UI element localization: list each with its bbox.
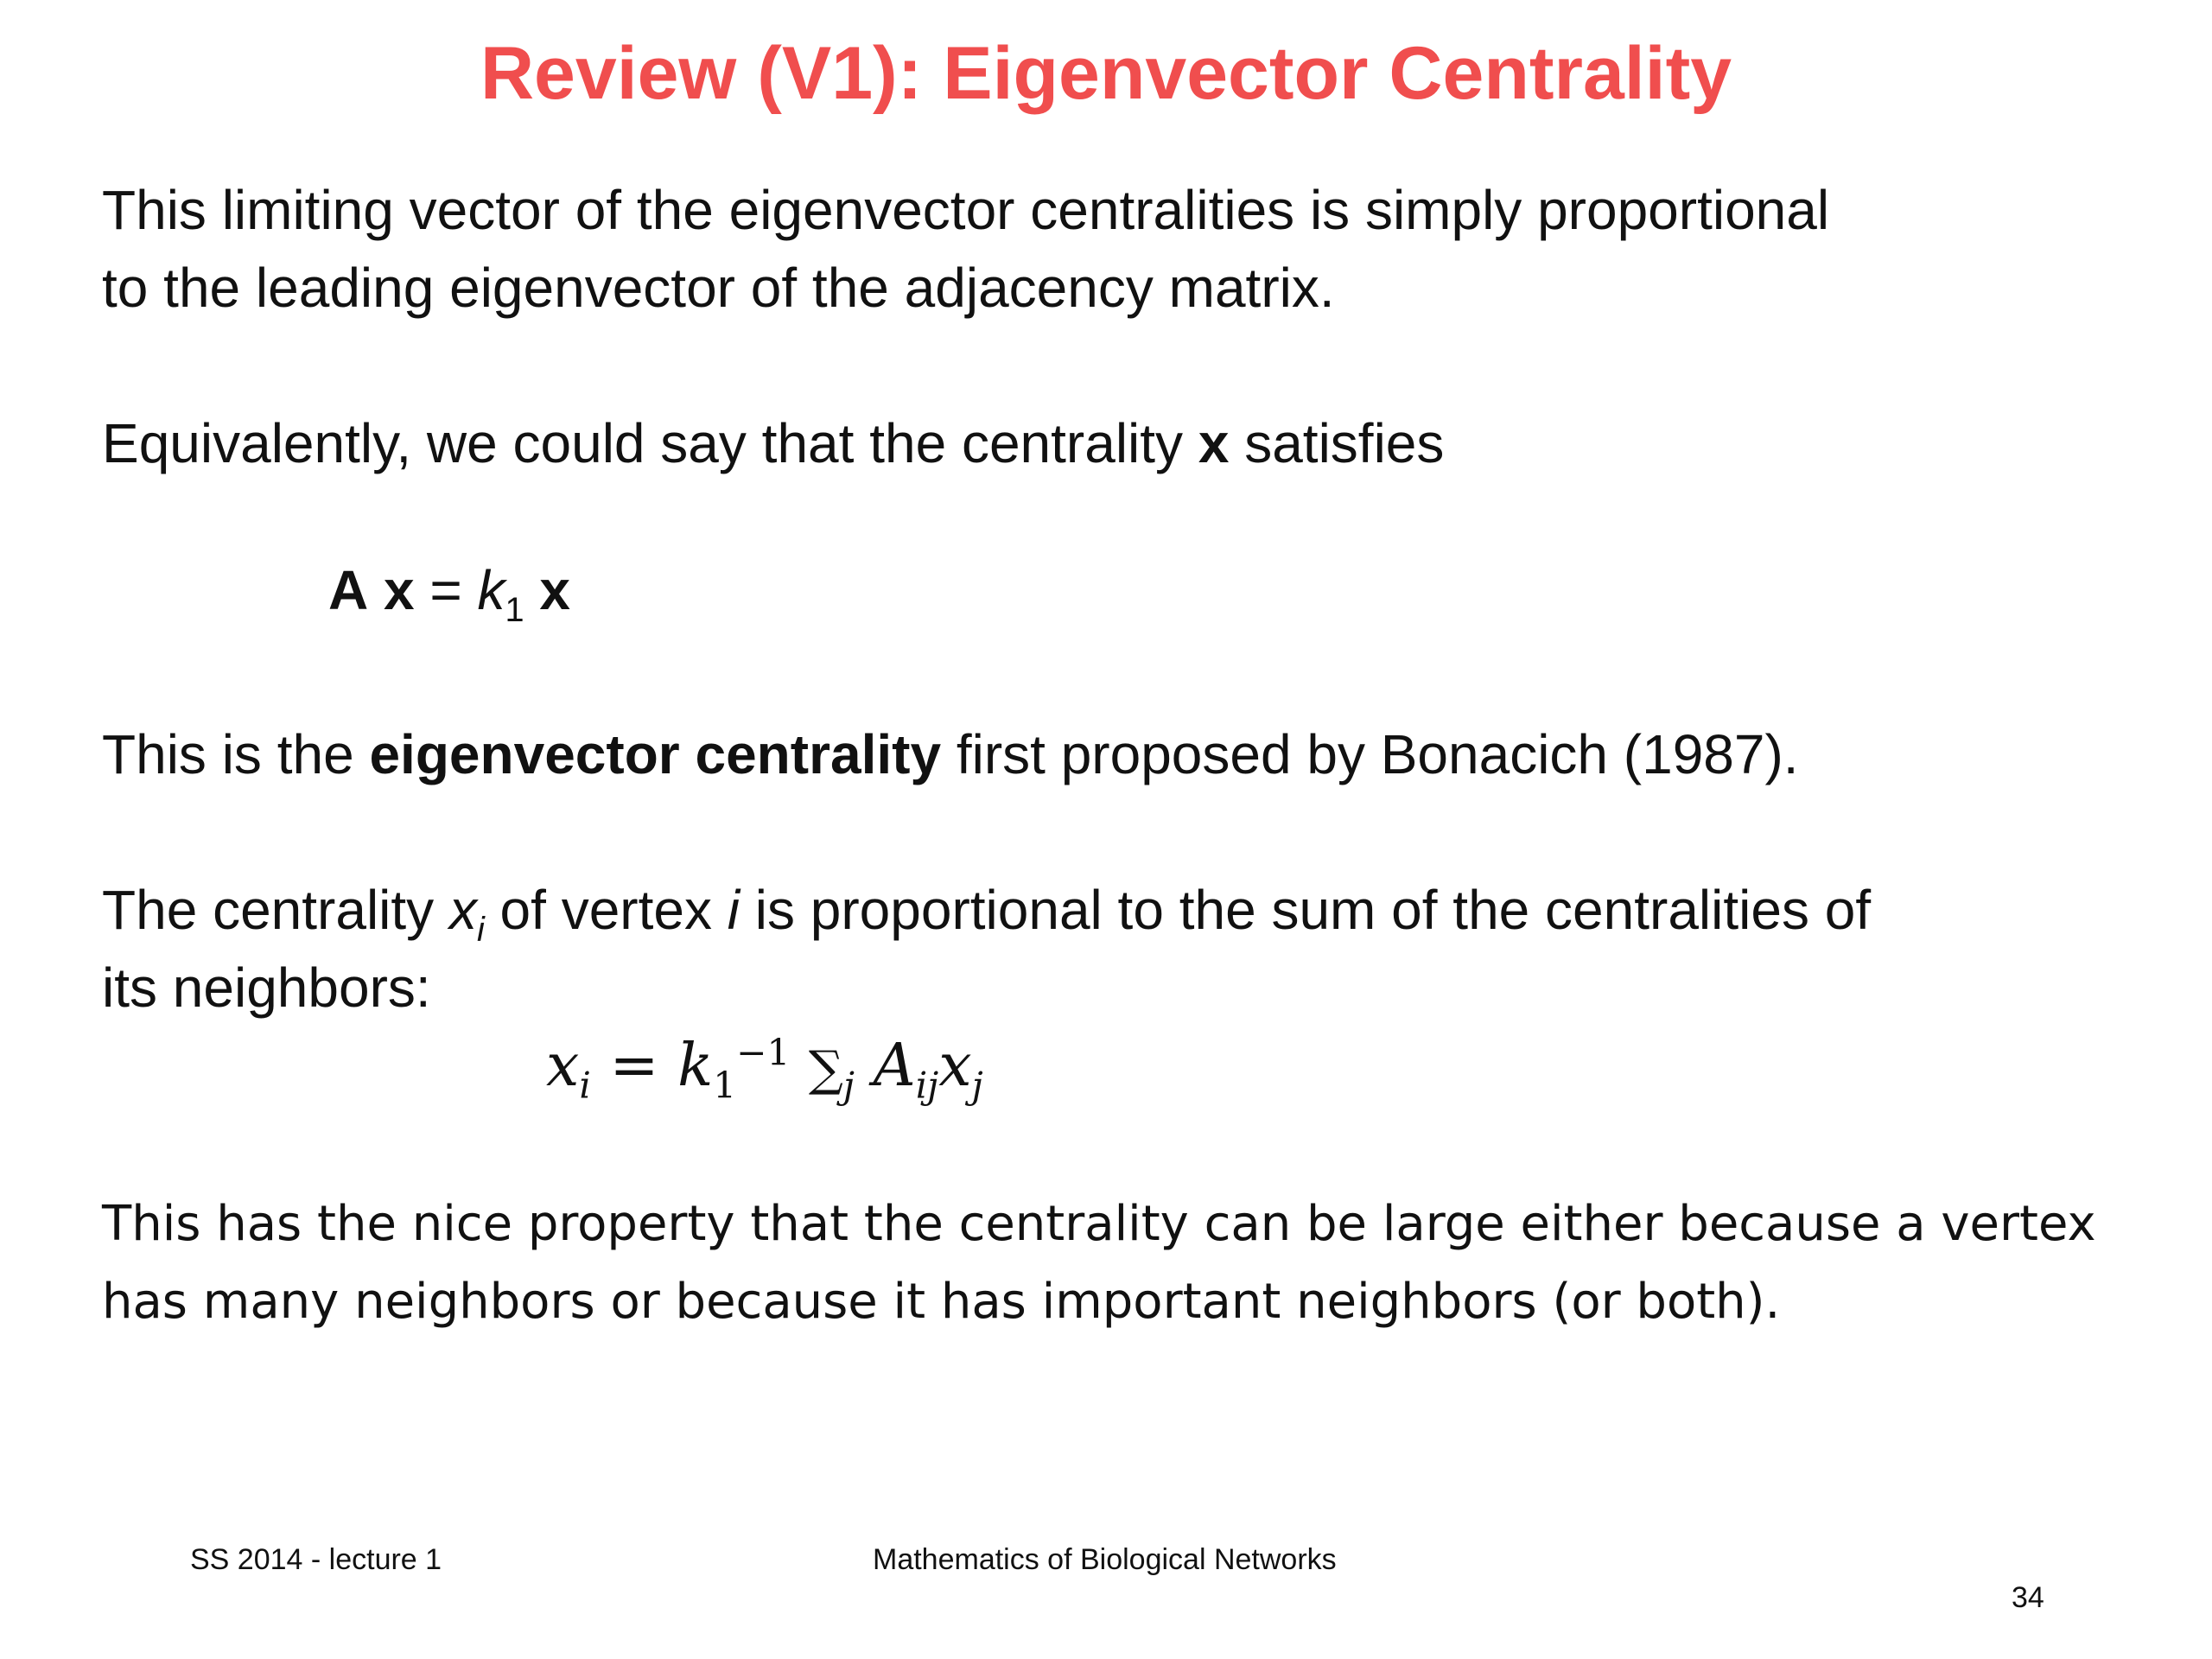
adjacency-subscript: ij — [915, 1064, 939, 1107]
sum-subscript: j — [842, 1064, 855, 1107]
var-i: i — [727, 879, 740, 941]
adjacency-a: A — [873, 1032, 916, 1100]
paragraph-line — [102, 871, 1871, 949]
paragraph-nice-property — [102, 1185, 2096, 1341]
equals-sign: = — [429, 559, 462, 621]
var-x: x — [448, 879, 477, 941]
var-x-subscript: i — [476, 910, 485, 949]
inverse-exponent: −1 — [736, 1031, 791, 1074]
page-number: 34 — [2012, 1581, 2044, 1614]
eigenvalue-subscript: 1 — [713, 1064, 737, 1107]
text-span: Equivalently, we could say that the centrality — [102, 412, 1198, 474]
text-span: first proposed by Bonacich (1987). — [941, 723, 1799, 785]
sum-symbol: ∑ — [808, 1041, 843, 1097]
lhs-x: x — [546, 1032, 580, 1100]
paragraph-line: to the leading eigenvector of the adjacency matrix. — [102, 257, 1335, 319]
equals-sign: = — [609, 1032, 659, 1100]
paragraph-limiting-vector — [102, 171, 1829, 327]
paragraph-line: its neighbors: — [102, 957, 431, 1019]
paragraph-centrality-xi — [102, 871, 1871, 1027]
neighbor-x: x — [938, 1032, 972, 1100]
paragraph-equivalently — [102, 404, 1444, 482]
paragraph-bonacich — [102, 715, 1799, 793]
eigenvalue-k: k — [677, 1032, 714, 1100]
footer-title: Mathematics of Biological Networks — [873, 1543, 1337, 1576]
text-span: This is the — [102, 723, 370, 785]
paragraph-line: has many neighbors or because it has important neighbors (or both). — [102, 1274, 1781, 1330]
slide-title: Review (V1): Eigenvector Centrality — [480, 32, 1732, 115]
paragraph-line: This limiting vector of the eigenvector centralities is simply proportional — [102, 179, 1830, 241]
eigenvalue-k: k — [477, 559, 505, 621]
vector-x-rhs: x — [539, 559, 570, 621]
lhs-subscript: i — [579, 1064, 591, 1107]
eigenvalue-subscript: 1 — [505, 590, 524, 629]
text-span: is proportional to the sum of the centralities of — [739, 879, 1872, 941]
paragraph-line: This has the nice property that the centrality can be large either because a vertex — [102, 1196, 2096, 1252]
matrix-a: A — [328, 559, 369, 621]
equation-eigenvector — [328, 558, 570, 629]
bold-vector-x: x — [1198, 412, 1230, 474]
vector-x: x — [384, 559, 415, 621]
neighbor-subscript: j — [971, 1064, 983, 1107]
equation-neighbor-sum — [546, 1031, 983, 1107]
bold-term: eigenvector centrality — [369, 723, 942, 785]
footer-course: SS 2014 - lecture 1 — [190, 1543, 442, 1576]
text-span: The centrality — [102, 879, 449, 941]
text-span: of vertex — [484, 879, 728, 941]
text-span: satisfies — [1229, 412, 1445, 474]
